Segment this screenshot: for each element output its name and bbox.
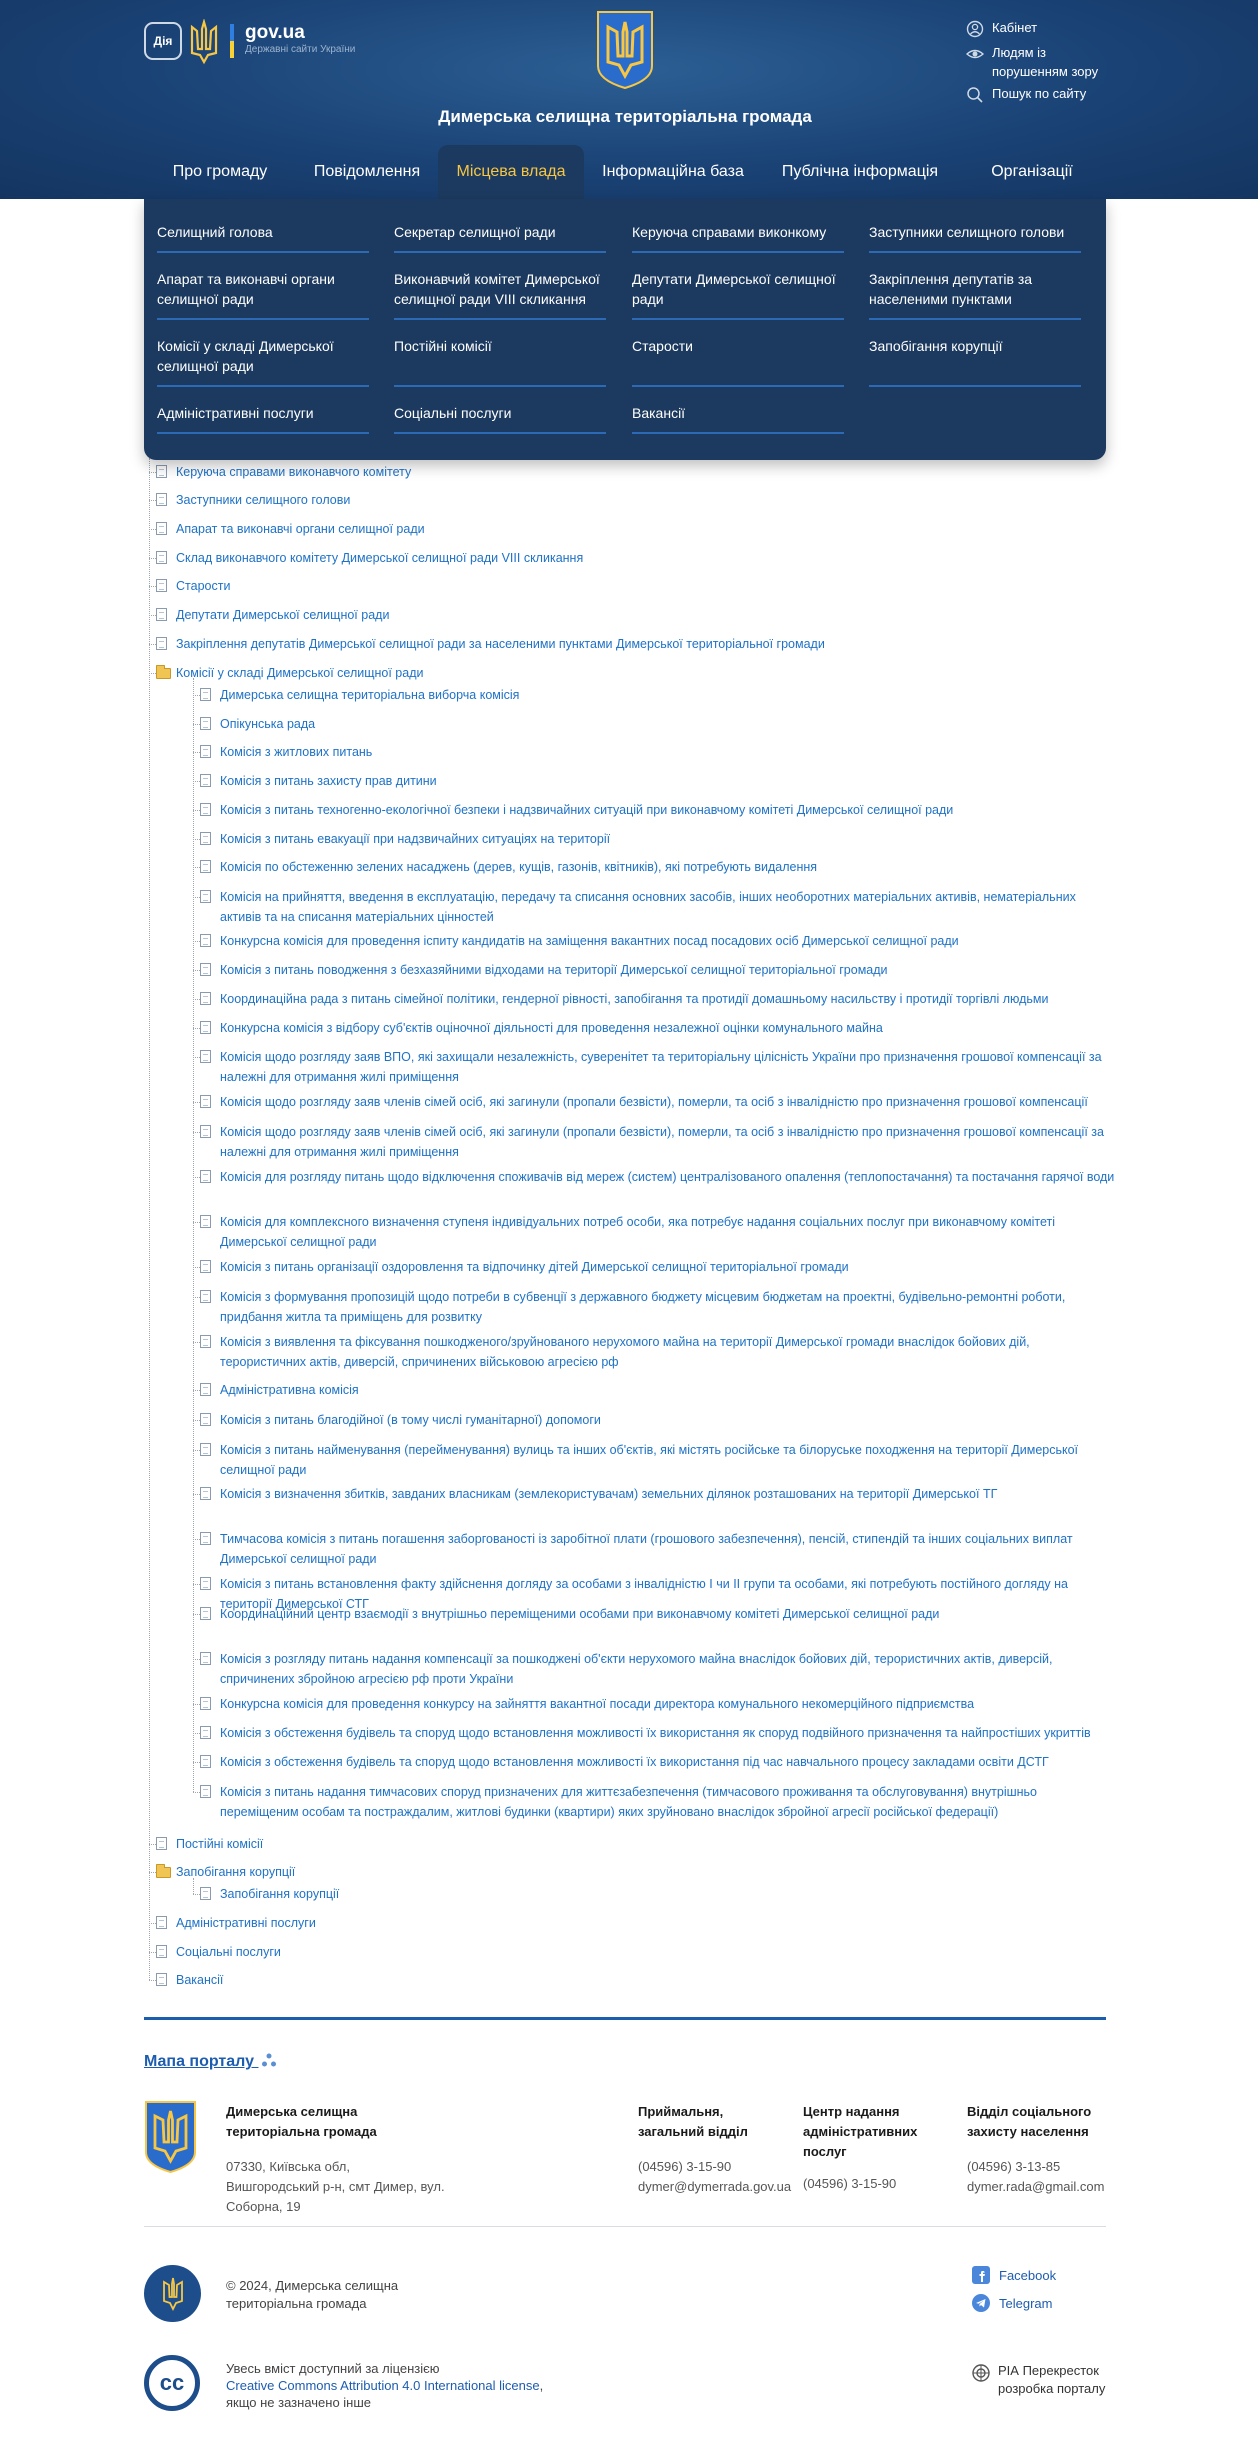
license-link[interactable]: Creative Commons Attribution 4.0 International license: [226, 2378, 540, 2393]
tree-connector: [149, 529, 156, 530]
tree-connector: [149, 586, 156, 587]
ukraine-flag-icon: [230, 24, 234, 58]
document-icon: [200, 745, 213, 760]
site-header: [0, 0, 1258, 199]
tree-connector: [149, 673, 156, 674]
site-title: Димерська селищна територіальна громада: [438, 107, 812, 126]
tree-item[interactable]: [200, 1694, 1116, 1714]
tree-connector: [193, 1792, 200, 1793]
document-icon: [156, 551, 169, 566]
search-icon: [966, 86, 984, 104]
tree-connector: [193, 1102, 200, 1103]
mega-item[interactable]: Адміністративні послуги: [157, 403, 369, 434]
mega-item[interactable]: Виконавчий комітет Димерської селищної ради VIII скликання: [394, 269, 606, 320]
developer-role: розробка порталу: [998, 2381, 1106, 2396]
tree-connector: [193, 1342, 200, 1343]
footer-org-address: 07330, Київська обл, Вишгородський р-н, смт Димер, вул. Соборна, 19: [226, 2159, 445, 2214]
ria-logo-icon: [972, 2364, 990, 2382]
document-icon: [156, 579, 169, 594]
tree-folder-item[interactable]: [156, 1862, 1116, 1882]
document-icon: [156, 493, 169, 508]
telegram-link[interactable]: [972, 2294, 1052, 2312]
tree-connector: [193, 1028, 200, 1029]
tree-item[interactable]: [200, 1440, 1116, 1480]
tree-connector: [193, 970, 200, 971]
tree-item-label: Комісія для розгляду питань щодо відключення споживачів від мереж (систем) централізованого опалення (теплопостачання) та постачання гарячої води: [220, 1170, 1115, 1184]
document-icon: [200, 1050, 213, 1065]
tree-connector: [193, 1132, 200, 1133]
tree-item[interactable]: [200, 1287, 1116, 1327]
document-icon: [156, 1945, 169, 1960]
tree-item[interactable]: [200, 931, 1116, 951]
social-dept-title: Відділ соціального захисту населення: [967, 2104, 1092, 2139]
social-dept-phone[interactable]: (04596) 3-13-85: [967, 2159, 1061, 2174]
mega-item[interactable]: Старости: [632, 336, 844, 387]
tree-item-label: Комісія з питань евакуації при надзвичайних ситуаціях на території: [220, 832, 611, 846]
tree-connector: [149, 1952, 156, 1953]
tree-item-label: Комісія з питань поводження з безхазяйними відходами на території Димерської селищної територіальної громади: [220, 963, 888, 977]
document-icon: [200, 1532, 213, 1547]
reception-phone[interactable]: (04596) 3-15-90: [638, 2159, 732, 2174]
developer-link[interactable]: [972, 2362, 1105, 2398]
tree-item-label: Комісія з питань техногенно-екологічної безпеки і надзвичайних ситуацій при виконавчому комітеті Димерської селищної ради: [220, 803, 954, 817]
tree-item[interactable]: [156, 605, 1116, 625]
social-dept-email[interactable]: dymer.rada@gmail.com: [967, 2179, 1105, 2194]
document-icon: [200, 803, 213, 818]
telegram-label: Telegram: [999, 2295, 1053, 2311]
tree-connector: [193, 1297, 200, 1298]
user-icon: [966, 20, 984, 38]
telegram-icon: [972, 2294, 990, 2312]
document-icon: [200, 1607, 213, 1622]
footer-reception: [638, 2102, 792, 2197]
document-icon: [200, 717, 213, 732]
document-icon: [200, 1697, 213, 1712]
site-search-link[interactable]: [966, 84, 1086, 104]
developer-name: РІА Перекресток: [998, 2363, 1099, 2378]
document-icon: [200, 1487, 213, 1502]
document-icon: [200, 1021, 213, 1036]
document-icon: [200, 1577, 213, 1592]
tree-connector: [193, 810, 200, 811]
tree-item-label: Комісія щодо розгляду заяв ВПО, які захищали незалежність, суверенітет та територіальну цілісність України про призначення грошової компенсації за належні для отримання жилі приміщення: [220, 1050, 1102, 1084]
tree-item[interactable]: [156, 519, 1116, 539]
tree-connector: [193, 1420, 200, 1421]
tree-item[interactable]: [200, 1752, 1116, 1772]
tree-connector: [193, 1494, 200, 1495]
copyright-text: © 2024, Димерська селищна територіальна громада: [226, 2278, 399, 2311]
cabinet-link[interactable]: [966, 18, 1037, 38]
mega-item[interactable]: Запобігання корупції: [869, 336, 1081, 387]
document-icon: [200, 1383, 213, 1398]
tree-item[interactable]: [200, 714, 1116, 734]
tree-connector: [149, 1844, 156, 1845]
footer-org-name: Димерська селищна територіальна громада: [226, 2104, 377, 2139]
tree-item-label: Конкурсна комісія для проведення конкурсу на зайняття вакантної посади директора комунального некомерційного підприємства: [220, 1697, 975, 1711]
tree-connector: [193, 1390, 200, 1391]
facebook-link[interactable]: [972, 2266, 1056, 2284]
tree-item[interactable]: [200, 1332, 1116, 1372]
tree-item-label: Комісії у складі Димерської селищної ради: [176, 666, 424, 680]
tree-item-label: Старости: [176, 579, 231, 593]
tree-connector: [193, 1894, 200, 1895]
document-icon: [156, 637, 169, 652]
document-icon: [200, 860, 213, 875]
mega-item[interactable]: Постійні комісії: [394, 336, 606, 387]
tree-item[interactable]: [200, 1380, 1116, 1400]
accessibility-link[interactable]: [966, 43, 1106, 81]
document-icon: [200, 1290, 213, 1305]
tree-item-label: Комісія з обстеження будівель та споруд щодо встановлення можливості їх використання під час навчального процесу закладами освіти ДСТГ: [220, 1755, 1049, 1769]
document-icon: [200, 832, 213, 847]
tree-item[interactable]: [156, 1913, 1116, 1933]
document-icon: [200, 1755, 213, 1770]
folder-open-icon: [156, 666, 169, 681]
tree-connector: [193, 999, 200, 1000]
document-icon: [200, 1125, 213, 1140]
nav-item-info-base[interactable]: Інформаційна база: [602, 163, 744, 180]
tree-connector: [149, 644, 156, 645]
document-icon: [200, 890, 213, 905]
tree-item-label: Закріплення депутатів Димерської селищної ради за населеними пунктами Димерської територіальної громади: [176, 637, 825, 651]
mega-item[interactable]: Секретар селищної ради: [394, 222, 606, 253]
tree-connector: [193, 897, 200, 898]
nav-item-local-authority[interactable]: Місцева влада: [438, 145, 584, 199]
document-icon: [200, 1335, 213, 1350]
tree-connector: [149, 1923, 156, 1924]
mega-item[interactable]: Комісії у складі Димерської селищної ради: [157, 336, 369, 387]
tree-item-label: Координаційна рада з питань сімейної політики, гендерної рівності, запобігання та протидії домашньому насильству і протидії торгівлі людьми: [220, 992, 1049, 1006]
tree-connector: [193, 1267, 200, 1268]
tree-item-label: Керуюча справами виконавчого комітету: [176, 465, 412, 479]
document-icon: [200, 688, 213, 703]
creative-commons-icon: cc: [144, 2355, 200, 2411]
tree-connector: [149, 1980, 156, 1981]
tree-item-label: Заступники селищного голови: [176, 493, 351, 507]
tree-connector: [193, 1733, 200, 1734]
document-icon: [156, 608, 169, 623]
nav-item-news[interactable]: Повідомлення: [313, 163, 421, 180]
tree-item[interactable]: [156, 1942, 1116, 1962]
accessibility-label: Людям із порушенням зору: [992, 45, 1099, 79]
tree-item[interactable]: [156, 462, 1116, 482]
sitemap-icon: [261, 2052, 277, 2068]
tree-item[interactable]: [156, 490, 1116, 510]
small-tryzub-icon: [188, 19, 220, 65]
mega-item[interactable]: Керуюча справами виконкому: [632, 222, 844, 253]
tree-connector: [193, 1222, 200, 1223]
tree-connector: [149, 1872, 156, 1873]
tree-item[interactable]: [200, 1484, 1116, 1504]
license-suffix: , якщо не зазначено інше: [226, 2378, 544, 2410]
mega-item[interactable]: Селищний голова: [157, 222, 369, 253]
tree-item[interactable]: [200, 829, 1116, 849]
tree-item-label: Комісія з формування пропозицій щодо потреби в субвенції з державного бюджету місцевим бюджетам на проектні, будівельно-ремонтні роботи, придбання житла та приміщень для розвитку: [220, 1290, 1066, 1324]
tree-item[interactable]: [200, 771, 1116, 791]
document-icon: [200, 1785, 213, 1800]
document-icon: [200, 963, 213, 978]
mega-item[interactable]: Вакансії: [632, 403, 844, 434]
tree-item-label: Комісія для комплексного визначення ступеня індивідуальних потреб особи, яка потребує надання соціальних послуг при виконавчому комітеті Димерської селищної ради: [220, 1215, 1056, 1249]
tree-connector: [193, 1177, 200, 1178]
tree-item-label: Комісія з житлових питань: [220, 745, 373, 759]
tree-item[interactable]: [156, 1834, 1116, 1854]
document-icon: [156, 465, 169, 480]
portal-map-label: Мапа порталу: [144, 2053, 255, 2070]
tree-connector: [193, 1450, 200, 1451]
tree-item-label: Комісія з обстеження будівель та споруд щодо встановлення можливості їх використання як споруд подвійного призначення та найпростіших укриттів: [220, 1726, 1091, 1740]
tree-item[interactable]: [200, 1782, 1116, 1822]
footer-social-dept: [967, 2102, 1107, 2197]
tree-item-label: Депутати Димерської селищної ради: [176, 608, 390, 622]
tree-item[interactable]: [200, 1884, 1116, 1904]
tree-connector: [193, 1762, 200, 1763]
mega-item[interactable]: Заступники селищного голови: [869, 222, 1081, 253]
cabinet-label: Кабінет: [992, 20, 1038, 35]
reception-email[interactable]: dymer@dymerrada.gov.ua: [638, 2179, 792, 2194]
tree-item[interactable]: [156, 548, 1116, 568]
tree-item-label: Запобігання корупції: [176, 1865, 296, 1879]
gov-ua-title[interactable]: gov.ua: [245, 22, 305, 43]
document-icon: [200, 934, 213, 949]
tree-item[interactable]: [200, 1018, 1116, 1038]
tree-item-label: Комісія щодо розгляду заяв членів сімей осіб, які загинули (пропали безвісти), померли, та осіб з інвалідністю про призначення грошової компенсації за належні для отримання жилі приміщення: [220, 1125, 1104, 1159]
facebook-icon: [972, 2266, 990, 2284]
tree-connector: [193, 1659, 200, 1660]
document-icon: [200, 1652, 213, 1667]
tree-item-label: Тимчасова комісія з питань погашення заборгованості із заробітної плати (грошового забезпечення), пенсій, стипендій та інших соціальних виплат Димерської селищної ради: [220, 1532, 1073, 1566]
document-icon: [156, 522, 169, 537]
document-icon: [200, 774, 213, 789]
tree-item-label: Комісія з питань найменування (перейменування) вулиць та інших об'єктів, які містять російське та білоруське походження на території Димерської селищної ради: [220, 1443, 1079, 1477]
coat-of-arms-icon[interactable]: [596, 10, 654, 90]
tree-item-label: Комісія щодо розгляду заяв членів сімей осіб, які загинули (пропали безвісти), померли, та осіб з інвалідністю про призначення грошової компенсації: [220, 1095, 1088, 1109]
tree-item-label: Конкурсна комісія з відбору суб'єктів оціночної діяльності для проведення незалежної оцінки комунального майна: [220, 1021, 883, 1035]
tree-connector: [193, 1539, 200, 1540]
tree-item[interactable]: [200, 960, 1116, 980]
tree-guide-line: [149, 458, 150, 1980]
tree-connector: [193, 695, 200, 696]
round-coat-of-arms-icon: [144, 2265, 201, 2322]
tree-item[interactable]: [200, 1092, 1116, 1112]
tree-item-label: Адміністративні послуги: [176, 1916, 316, 1930]
license-prefix: Увесь вміст доступний за ліцензією: [226, 2361, 440, 2376]
site-search-label: Пошук по сайту: [992, 86, 1087, 101]
tree-item-label: Соціальні послуги: [176, 1945, 281, 1959]
tree-item[interactable]: [156, 576, 1116, 596]
tree-connector: [193, 839, 200, 840]
document-icon: [200, 1215, 213, 1230]
tree-item-label: Координаційний центр взаємодії з внутрішньо переміщеними особами при виконавчому комітеті Димерської селищної ради: [220, 1607, 940, 1621]
document-icon: [200, 1170, 213, 1185]
tree-item-label: Конкурсна комісія для проведення іспиту кандидатів на заміщення вакантних посад посадових осіб Димерської селищної ради: [220, 934, 959, 948]
tree-item[interactable]: [156, 634, 1116, 654]
tree-item-label: Вакансії: [176, 1973, 224, 1987]
footer-divider: [144, 2017, 1106, 2020]
tree-item-label: Апарат та виконавчі органи селищної ради: [176, 522, 425, 536]
tree-item[interactable]: [200, 1529, 1116, 1569]
tree-item[interactable]: [200, 1047, 1116, 1087]
tree-connector: [193, 867, 200, 868]
tree-connector: [149, 472, 156, 473]
tree-item[interactable]: [200, 800, 1116, 820]
tree-item-label: Комісія з питань встановлення факту здійснення догляду за особами з інвалідністю I чи II групи та особами, які потребують постійного догляду на території Димерської СТГ: [220, 1577, 1068, 1611]
nav-item-public-info[interactable]: Публічна інформація: [781, 163, 939, 180]
portal-map-link[interactable]: [144, 2052, 277, 2071]
tree-item-label: Комісія з питань захисту прав дитини: [220, 774, 437, 788]
mega-item[interactable]: Закріплення депутатів за населеними пунктами: [869, 269, 1081, 320]
footer-org: [226, 2102, 446, 2217]
document-icon: [200, 1260, 213, 1275]
tree-item-label: Склад виконавчого комітету Димерської селищної ради VIII скликання: [176, 551, 584, 565]
tree-item-label: Комісія з виявлення та фіксування пошкодженого/зруйнованого нерухомого майна на території Димерської громади внаслідок бойових дій, терористичних актів, диверсій, спричинених військовою агресією рф: [220, 1335, 1030, 1369]
gov-ua-subtitle: Державні сайти України: [245, 44, 356, 55]
tree-item[interactable]: [200, 1410, 1116, 1430]
eye-icon: [966, 45, 984, 63]
tree-item-label: Димерська селищна територіальна виборча комісія: [220, 688, 520, 702]
tree-item-label: Комісія з розгляду питань надання компенсації за пошкоджені об'єкти нерухомого майна внаслідок бойових дій, терористичних актів, диверсій, спричинених збройною агресією рф проти України: [220, 1652, 1053, 1686]
footer-separator: [144, 2226, 1106, 2227]
diya-logo[interactable]: Дія: [144, 22, 182, 60]
document-icon: [156, 1916, 169, 1931]
tree-guide-line: [193, 1878, 194, 1894]
document-icon: [200, 1726, 213, 1741]
folder-open-icon: [156, 1865, 169, 1880]
tree-item[interactable]: [156, 1970, 1116, 1990]
tree-item-label: Комісія з питань благодійної (в тому числі гуманітарної) допомоги: [220, 1413, 601, 1427]
tree-item-label: Комісія з питань надання тимчасових споруд призначених для життєзабезпечення (тимчасового проживання та обслуговування) внутрішньо переміщеним особам та постраждалим, житлові будинки (квартири) яких зруйновано внаслідок збройної агресії російської федерації): [220, 1785, 1037, 1819]
footer-admin-center: [803, 2102, 928, 2194]
document-icon: [200, 1095, 213, 1110]
tree-item[interactable]: [200, 742, 1116, 762]
document-icon: [200, 992, 213, 1007]
document-icon: [200, 1413, 213, 1428]
tree-connector: [193, 1614, 200, 1615]
tree-guide-line: [193, 678, 194, 1792]
license-text: [226, 2360, 556, 2411]
tree-item[interactable]: [200, 1122, 1116, 1162]
tree-item-label: Комісія по обстеженню зелених насаджень (дерев, кущів, газонів, квітників), які потребують видалення: [220, 860, 818, 874]
tree-item[interactable]: [200, 1212, 1116, 1252]
reception-title: Приймальня, загальний відділ: [638, 2104, 748, 2139]
tree-connector: [193, 941, 200, 942]
tree-connector: [193, 752, 200, 753]
tree-connector: [193, 781, 200, 782]
tree-connector: [149, 500, 156, 501]
facebook-label: Facebook: [999, 2267, 1057, 2283]
tree-item[interactable]: [200, 1257, 1116, 1277]
mega-item[interactable]: Соціальні послуги: [394, 403, 606, 434]
tree-item[interactable]: [200, 1167, 1116, 1187]
tree-connector: [193, 1057, 200, 1058]
admin-center-phone[interactable]: (04596) 3-15-90: [803, 2176, 897, 2191]
tree-item[interactable]: [200, 685, 1116, 705]
tree-connector: [149, 558, 156, 559]
tree-connector: [149, 615, 156, 616]
tree-item-label: Комісія на прийняття, введення в експлуатацію, передачу та списання основних засобів, інших необоротних матеріальних активів, нематеріальних активів та на списання матеріальних цінностей: [220, 890, 1076, 924]
document-icon: [200, 1443, 213, 1458]
tree-item-label: Опікунська рада: [220, 717, 316, 731]
tree-connector: [193, 1704, 200, 1705]
footer-coat-of-arms-icon: [144, 2100, 197, 2174]
tree-item[interactable]: [200, 857, 1116, 877]
tree-item[interactable]: [200, 887, 1116, 927]
admin-center-title: Центр надання адміністративних послуг: [803, 2104, 918, 2159]
tree-item-label: Комісія з питань організації оздоровлення та відпочинку дітей Димерської селищної територіальної громади: [220, 1260, 849, 1274]
document-icon: [156, 1973, 169, 1988]
tree-connector: [193, 724, 200, 725]
nav-item-about[interactable]: Про громаду: [172, 163, 268, 180]
document-icon: [200, 1887, 213, 1902]
mega-menu: [144, 199, 1106, 460]
tree-item-label: Постійні комісії: [176, 1837, 264, 1851]
mega-item[interactable]: Апарат та виконавчі органи селищної ради: [157, 269, 369, 320]
main-nav: [144, 145, 1106, 199]
nav-item-organizations[interactable]: Організації: [991, 163, 1073, 180]
tree-item-label: Комісія з визначення збитків, завданих власникам (землекористувачам) земельних ділянок розташованих на території Димерської ТГ: [220, 1487, 998, 1501]
tree-item[interactable]: [200, 989, 1116, 1009]
tree-item-label: Адміністративна комісія: [220, 1383, 359, 1397]
tree-folder-item[interactable]: [156, 663, 1116, 683]
tree-connector: [193, 1584, 200, 1585]
document-icon: [156, 1837, 169, 1852]
mega-item[interactable]: Депутати Димерської селищної ради: [632, 269, 844, 320]
tree-item[interactable]: [200, 1723, 1116, 1743]
tree-item[interactable]: [200, 1604, 1116, 1624]
tree-item-label: Запобігання корупції: [220, 1887, 340, 1901]
tree-item[interactable]: [200, 1649, 1116, 1689]
